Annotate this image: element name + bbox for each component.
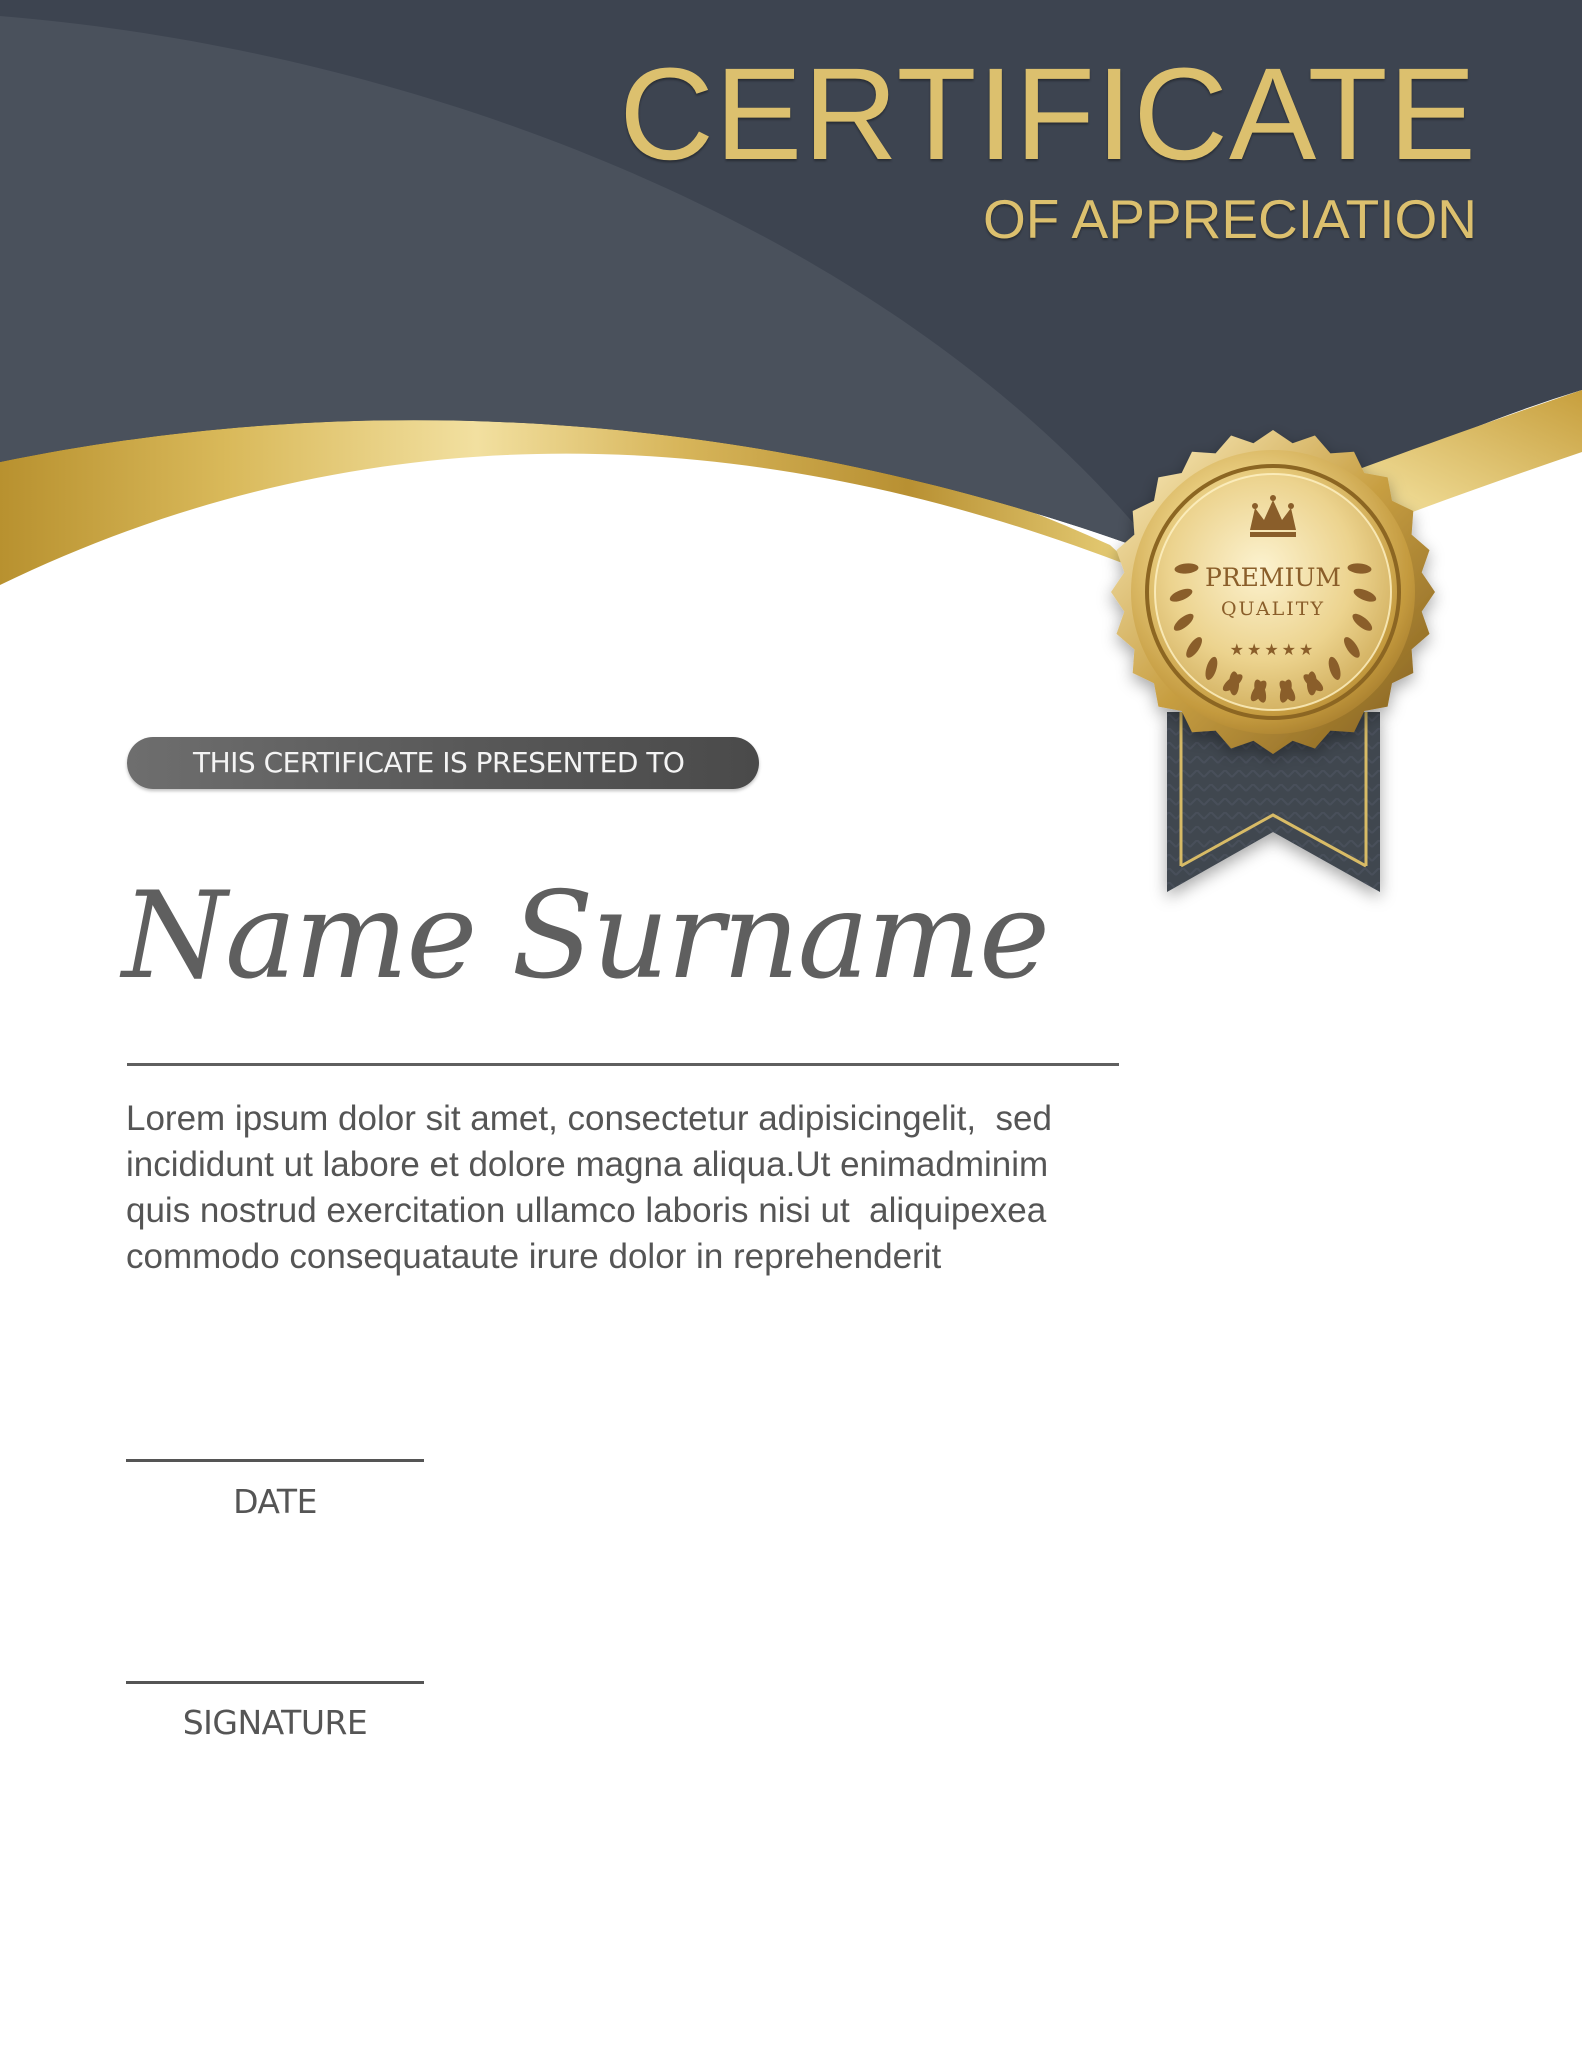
presented-to-label: THIS CERTIFICATE IS PRESENTED TO [193, 746, 685, 779]
certificate-body-text [126, 1096, 1136, 1280]
medal-text-quality: QUALITY [1220, 598, 1326, 620]
medal-text-premium: PREMIUM [1204, 563, 1342, 592]
date-label: DATE [233, 1482, 317, 1521]
laurel-leaf [1307, 671, 1317, 695]
signature-line [126, 1681, 424, 1684]
body-line: commodo consequataute irure dolor in reprehenderit [126, 1237, 942, 1276]
recipient-name: Name Surname [122, 867, 1048, 1006]
premium-quality-medal [1111, 430, 1435, 754]
signature-label: SIGNATURE [182, 1703, 368, 1742]
body-line: quis nostrud exercitation ullamco laboris nisi ut aliquipexea [126, 1191, 1047, 1230]
name-underline [127, 1063, 1119, 1066]
body-line: incididunt ut labore et dolore magna aliqua.Ut enimadminim [126, 1145, 1049, 1184]
body-line: Lorem ipsum dolor sit amet, consectetur adipisicingelit, sed [126, 1099, 1052, 1138]
certificate-title: CERTIFICATE [619, 40, 1477, 187]
certificate-subtitle: OF APPRECIATION [982, 188, 1477, 250]
medal-stars: ★★★★★ [1229, 640, 1317, 659]
date-line [126, 1459, 424, 1462]
presented-to-banner [127, 737, 759, 789]
